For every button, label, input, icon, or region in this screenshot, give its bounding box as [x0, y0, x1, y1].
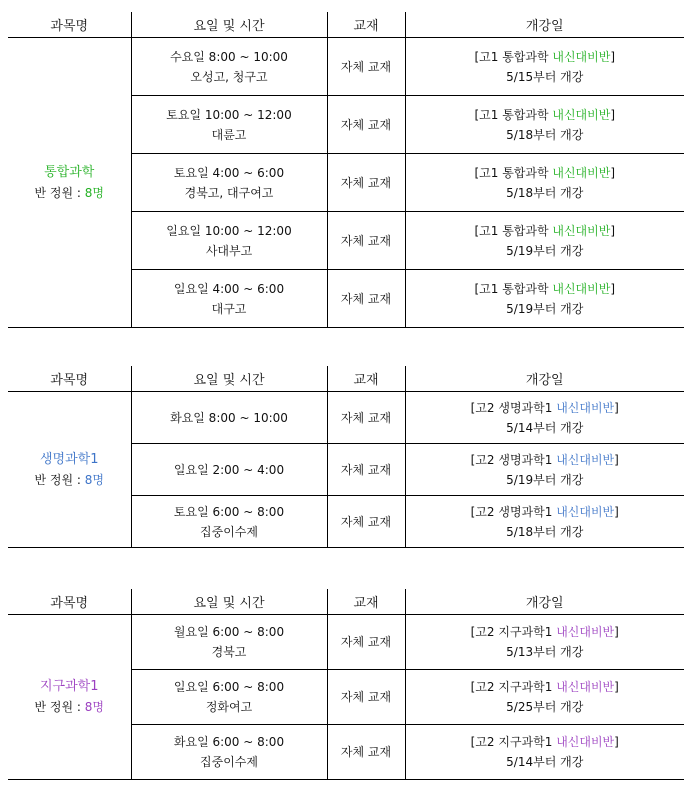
schools-text: 집중이수제	[200, 755, 258, 769]
start-date: 5/19부터 개강	[506, 472, 584, 487]
course-prefix: [고1 통합과학	[474, 281, 553, 296]
textbook-cell: 자체 교재	[327, 615, 405, 670]
course-tag: 내신대비반	[552, 165, 611, 180]
start-date: 5/15부터 개강	[506, 69, 584, 84]
textbook-cell: 자체 교재	[327, 496, 405, 548]
course-title	[406, 163, 685, 183]
subject-cell	[8, 615, 131, 780]
course-suffix: ]	[614, 400, 619, 415]
header-row	[8, 366, 684, 392]
subject-name: 지구과학1	[39, 679, 99, 694]
textbook-cell: 자체 교재	[327, 38, 405, 96]
header-time: 요일 및 시간	[131, 366, 327, 392]
course-title	[406, 502, 685, 522]
schools-text: 대구고	[211, 301, 247, 316]
course-prefix: [고1 통합과학	[474, 107, 553, 122]
course-prefix: [고2 지구과학1	[470, 680, 557, 694]
capacity-label: 반 정원 :	[34, 185, 85, 200]
course-title	[406, 398, 685, 418]
course-prefix: [고2 생명과학1	[470, 452, 557, 467]
textbook-cell: 자체 교재	[327, 725, 405, 780]
header-subject: 과목명	[8, 589, 131, 615]
capacity-value: 8명	[84, 185, 104, 200]
time-cell	[131, 615, 327, 670]
course-tag: 내신대비반	[556, 452, 615, 467]
course-prefix: [고1 통합과학	[474, 49, 553, 64]
schools-text: 집중이수제	[200, 524, 258, 539]
course-title	[406, 677, 685, 697]
course-prefix: [고2 생명과학1	[470, 504, 557, 519]
header-row	[8, 12, 684, 38]
start-date: 5/18부터 개강	[506, 524, 584, 539]
start-date: 5/25부터 개강	[506, 700, 584, 714]
capacity	[8, 470, 131, 490]
course-suffix: ]	[610, 281, 616, 296]
time-text: 토요일 4:00 ~ 6:00	[173, 165, 285, 180]
course-tag: 내신대비반	[556, 625, 615, 639]
start-cell	[405, 96, 684, 154]
course-title	[406, 732, 685, 752]
start-cell	[405, 444, 684, 496]
time-cell	[131, 725, 327, 780]
table-row	[8, 615, 684, 670]
time-cell	[131, 392, 327, 444]
start-date: 5/13부터 개강	[506, 645, 584, 659]
schedule-table	[8, 589, 684, 780]
capacity-label: 반 정원 :	[34, 700, 85, 714]
time-cell	[131, 496, 327, 548]
course-prefix: [고1 통합과학	[474, 223, 553, 238]
capacity-value: 8명	[84, 472, 104, 487]
time-text: 화요일 6:00 ~ 8:00	[173, 735, 285, 749]
course-tag: 내신대비반	[552, 281, 611, 296]
textbook-cell: 자체 교재	[327, 270, 405, 328]
course-title	[406, 279, 685, 299]
start-cell	[405, 392, 684, 444]
course-suffix: ]	[610, 165, 616, 180]
course-tag: 내신대비반	[552, 49, 611, 64]
subject-name: 생명과학1	[39, 451, 99, 467]
time-text: 토요일 10:00 ~ 12:00	[166, 107, 292, 122]
time-text: 일요일 4:00 ~ 6:00	[173, 281, 285, 296]
course-title	[406, 221, 685, 241]
course-suffix: ]	[614, 625, 619, 639]
time-cell	[131, 38, 327, 96]
start-date: 5/19부터 개강	[506, 301, 584, 316]
header-textbook: 교재	[327, 366, 405, 392]
time-text: 화요일 8:00 ~ 10:00	[170, 410, 288, 425]
header-time: 요일 및 시간	[131, 12, 327, 38]
time-cell	[131, 270, 327, 328]
time-text: 일요일 10:00 ~ 12:00	[166, 223, 292, 238]
start-cell	[405, 615, 684, 670]
course-prefix: [고2 생명과학1	[470, 400, 557, 415]
start-cell	[405, 38, 684, 96]
start-date: 5/14부터 개강	[506, 420, 584, 435]
start-date: 5/18부터 개강	[506, 185, 584, 200]
course-suffix: ]	[610, 107, 616, 122]
header-subject: 과목명	[8, 12, 131, 38]
course-suffix: ]	[614, 452, 619, 467]
course-tag: 내신대비반	[556, 400, 615, 415]
textbook-cell: 자체 교재	[327, 96, 405, 154]
course-suffix: ]	[614, 735, 619, 749]
header-start: 개강일	[405, 12, 684, 38]
capacity-value: 8명	[84, 700, 104, 714]
table-row	[8, 392, 684, 444]
textbook-cell: 자체 교재	[327, 444, 405, 496]
time-cell	[131, 444, 327, 496]
schools-text: 오성고, 청구고	[190, 69, 268, 84]
schools-text: 경북고	[211, 645, 247, 659]
header-row	[8, 589, 684, 615]
time-text: 월요일 6:00 ~ 8:00	[173, 625, 285, 639]
start-date: 5/18부터 개강	[506, 127, 584, 142]
time-cell	[131, 96, 327, 154]
textbook-cell: 자체 교재	[327, 154, 405, 212]
header-textbook: 교재	[327, 12, 405, 38]
start-cell	[405, 212, 684, 270]
start-date: 5/14부터 개강	[506, 755, 584, 769]
schools-text: 정화여고	[205, 700, 253, 714]
header-start: 개강일	[405, 589, 684, 615]
header-textbook: 교재	[327, 589, 405, 615]
start-cell	[405, 670, 684, 725]
course-title	[406, 450, 685, 470]
header-subject: 과목명	[8, 366, 131, 392]
course-tag: 내신대비반	[556, 504, 615, 519]
capacity	[8, 183, 131, 203]
course-tag: 내신대비반	[556, 680, 615, 694]
start-cell	[405, 725, 684, 780]
schools-text: 대륜고	[211, 127, 247, 142]
course-suffix: ]	[614, 680, 619, 694]
schools-text: 사대부고	[205, 243, 253, 258]
course-title	[406, 622, 685, 642]
course-prefix: [고2 지구과학1	[470, 735, 557, 749]
course-title	[406, 105, 685, 125]
course-tag: 내신대비반	[552, 223, 611, 238]
start-cell	[405, 496, 684, 548]
time-text: 일요일 2:00 ~ 4:00	[173, 462, 285, 477]
course-prefix: [고1 통합과학	[474, 165, 553, 180]
capacity-label: 반 정원 :	[34, 472, 85, 487]
time-text: 토요일 6:00 ~ 8:00	[173, 504, 285, 519]
time-text: 일요일 6:00 ~ 8:00	[173, 680, 285, 694]
start-date: 5/19부터 개강	[506, 243, 584, 258]
start-cell	[405, 154, 684, 212]
schools-text: 경북고, 대구여고	[184, 185, 274, 200]
course-suffix: ]	[610, 49, 616, 64]
header-start: 개강일	[405, 366, 684, 392]
course-suffix: ]	[614, 504, 619, 519]
subject-cell	[8, 38, 131, 328]
subject-cell	[8, 392, 131, 548]
time-cell	[131, 154, 327, 212]
capacity	[8, 697, 131, 717]
time-text: 수요일 8:00 ~ 10:00	[170, 49, 288, 64]
textbook-cell: 자체 교재	[327, 670, 405, 725]
time-cell	[131, 212, 327, 270]
schedule-table	[8, 366, 684, 548]
textbook-cell: 자체 교재	[327, 392, 405, 444]
table-row	[8, 38, 684, 96]
textbook-cell: 자체 교재	[327, 212, 405, 270]
course-tag: 내신대비반	[556, 735, 615, 749]
course-suffix: ]	[610, 223, 616, 238]
header-time: 요일 및 시간	[131, 589, 327, 615]
start-cell	[405, 270, 684, 328]
course-title	[406, 47, 685, 67]
course-prefix: [고2 지구과학1	[470, 625, 557, 639]
course-tag: 내신대비반	[552, 107, 611, 122]
schedule-table	[8, 12, 684, 328]
subject-name: 통합과학	[44, 164, 95, 180]
time-cell	[131, 670, 327, 725]
